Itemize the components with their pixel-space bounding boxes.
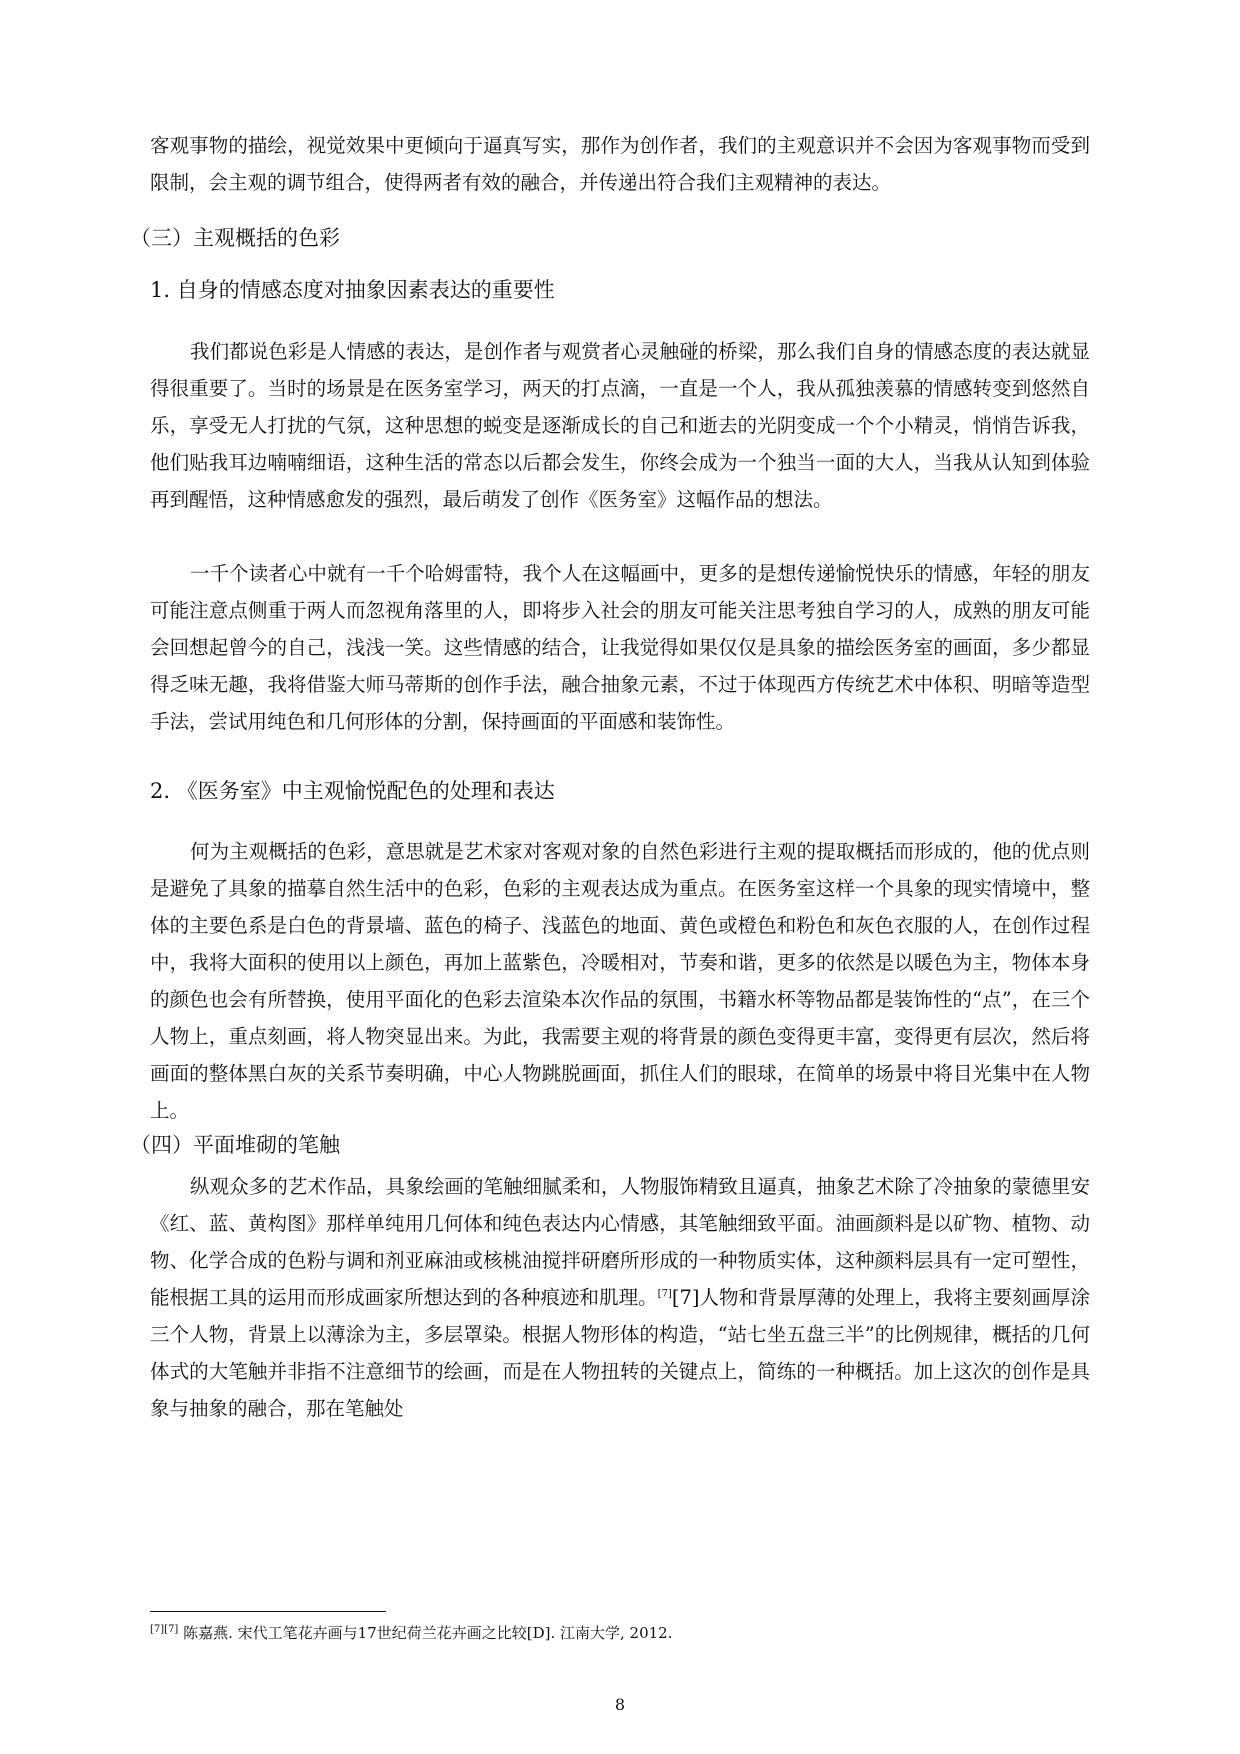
paragraph-text: 何为主观概括的色彩，意思就是艺术家对客观对象的自然色彩进行主观的提取概括而形成的，他的优点则是避免了具象的描摹自然生活中的色彩，色彩的主观表达成为重点。在医务室这样一个具象的现实情境中，整体的主要色系是白色的背景墙、蓝色的椅子、浅蓝色的地面、黄色或橙色和粉色和灰色衣服的人，在创作过程中，我将大面积的使用以上颜色，再加上蓝紫色，冷暖相对，节奏和谐，更多的依然是以暖色为主，物体本身的颜色也会有所替换，使用平面化的色彩去渲染本次作品的氛围，书籍水杯等物品都是装饰性的“点”，在三个人物上，重点刻画，将人物突显出来。为此，我需要主观的将背景的颜色变得更丰富，变得更有层次，然后将画面的整体黑白灰的关系节奏明确，中心人物跳脱画面，抓住人们的眼球，在简单的场景中将目光集中在人物上。 — [150, 840, 1090, 1122]
footnote-divider — [150, 1611, 386, 1612]
section-heading-4: （四）平面堆砌的笔触 — [130, 1133, 340, 1157]
section-heading-3: （三）主观概括的色彩 — [130, 226, 340, 250]
paragraph-brushstroke — [150, 1168, 1090, 1427]
subsection-heading-2: 2. 《医务室》中主观愉悦配色的处理和表达 — [150, 779, 555, 803]
subsection-heading-1: 1. 自身的情感态度对抽象因素表达的重要性 — [150, 278, 555, 302]
paragraph-text: 我们都说色彩是人情感的表达，是创作者与观赏者心灵触碰的桥梁，那么我们自身的情感态度的表达就显得很重要了。当时的场景是在医务室学习，两天的打点滴，一直是一个人，我从孤独羡慕的情感转变到悠然自乐，享受无人打扰的气氛，这种思想的蜕变是逐渐成长的自己和逝去的光阴变成一个个小精灵，悄悄告诉我，他们贴我耳边喃喃细语，这种生活的常态以后都会发生，你终会成为一个独当一面的大人，当我从认知到体验再到醒悟，这种情感愈发的强烈，最后萌发了创作《医务室》这幅作品的想法。 — [150, 340, 1090, 511]
footnote — [150, 1622, 672, 1644]
paragraph-text: 纵观众多的艺术作品，具象绘画的笔触细腻柔和，人物服饰精致且逼真，抽象艺术除了冷抽象的蒙德里安《红、蓝、黄构图》那样单纯用几何体和纯色表达内心情感，其笔触细致平面。油画颜料是以矿物、植物、动物、化学合成的色粉与调和剂亚麻油或核桃油搅拌研磨所形成的一种物质实体，这种颜料层具有一定可塑性，能根据工具的运用而形成画家所想达到的各种痕迹和肌理。 — [150, 1175, 1090, 1309]
page-number: 8 — [614, 1695, 626, 1714]
footnote-marker: [7][7] — [150, 1624, 179, 1635]
paragraph-emotion-attitude — [150, 333, 1090, 518]
citation-superscript[interactable]: [7] — [657, 1288, 672, 1300]
citation-inline[interactable]: [7] — [671, 1286, 700, 1309]
footnote-text: 陈嘉燕. 宋代工笔花卉画与17世纪荷兰花卉画之比较[D]. 江南大学, 2012. — [178, 1624, 673, 1642]
paragraph-subjective-color — [150, 833, 1090, 1129]
paragraph-hamlet — [150, 555, 1090, 740]
paragraph-text: 人物和背景厚薄的处理上，我将主要刻画厚涂三个人物，背景上以薄涂为主，多层罩染。根据人物形体的构造，“站七坐五盘三半”的比例规律，概括的几何体式的大笔触并非指不注意细节的绘画，而是在人物扭转的关键点上，简练的一种概括。加上这次的创作是具象与抽象的融合，那在笔触处 — [150, 1286, 1090, 1420]
paragraph-text: 一千个读者心中就有一千个哈姆雷特，我个人在这幅画中，更多的是想传递愉悦快乐的情感，年轻的朋友可能注意点侧重于两人而忽视角落里的人，即将步入社会的朋友可能关注思考独自学习的人，成熟的朋友可能会回想起曾今的自己，浅浅一笑。这些情感的结合，让我觉得如果仅仅是具象的描绘医务室的画面，多少都显得乏味无趣，我将借鉴大师马蒂斯的创作手法，融合抽象元素，不过于体现西方传统艺术中体积、明暗等造型手法，尝试用纯色和几何形体的分割，保持画面的平面感和装饰性。 — [150, 562, 1090, 733]
paragraph-text: 客观事物的描绘，视觉效果中更倾向于逼真写实，那作为创作者，我们的主观意识并不会因为客观事物而受到限制，会主观的调节组合，使得两者有效的融合，并传递出符合我们主观精神的表达。 — [150, 134, 1090, 194]
paragraph-continued — [150, 127, 1090, 201]
